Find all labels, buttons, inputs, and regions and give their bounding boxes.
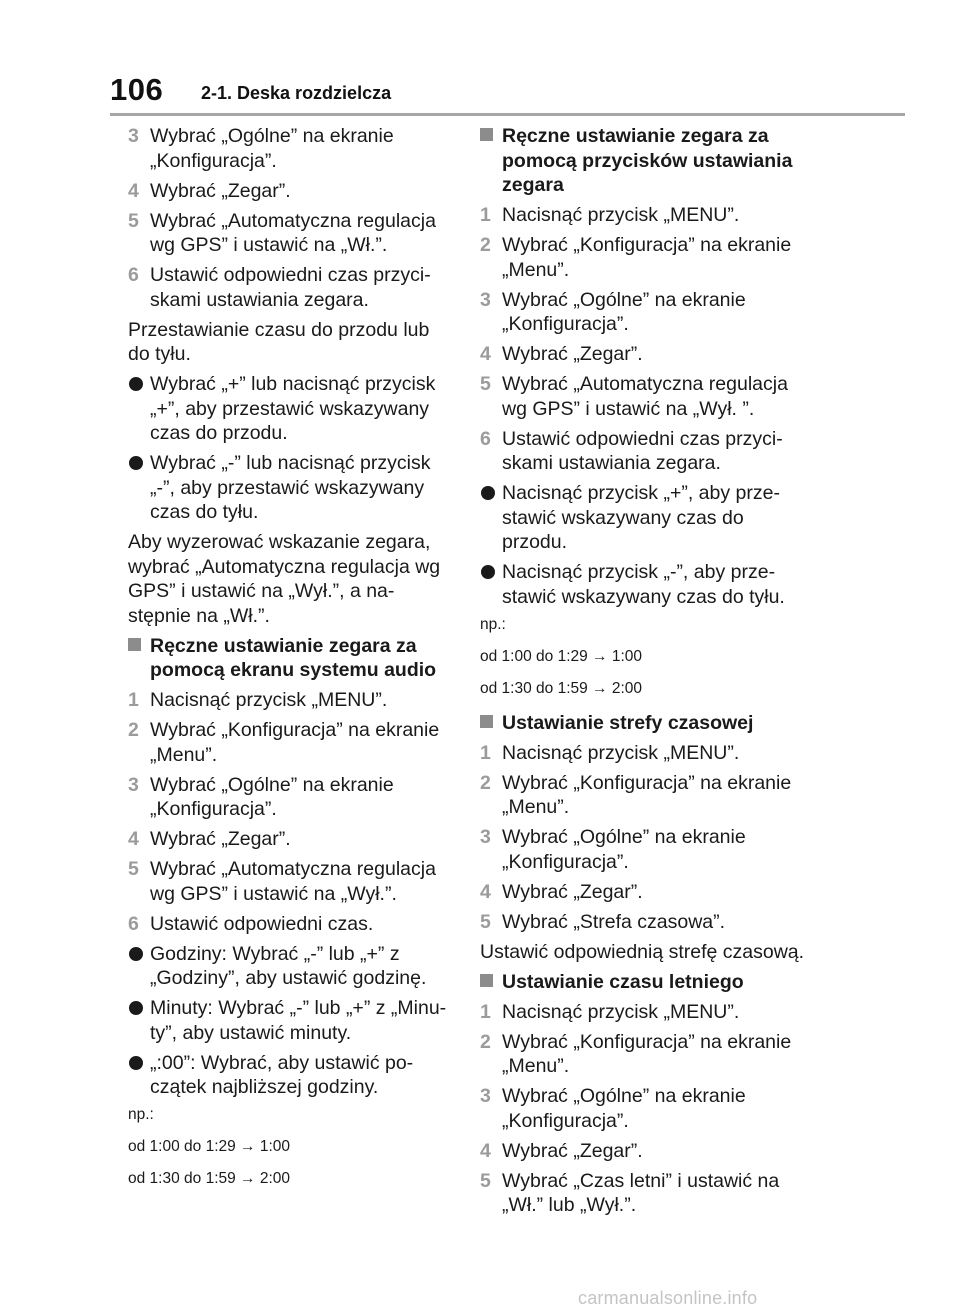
example-line: od 1:00 do 1:29 → 1:00 bbox=[128, 1138, 291, 1155]
step-text: Wybrać „Zegar”. bbox=[502, 880, 643, 903]
step-text: Ustawić odpowiedni czas przyci-skami ustawiania zegara. bbox=[502, 427, 783, 474]
bullet-text: Minuty: Wybrać „-” lub „+” z „Minu-ty”, aby ustawić minuty. bbox=[150, 997, 447, 1044]
example-line: np.: bbox=[480, 615, 506, 633]
step-number: 4 bbox=[480, 880, 491, 903]
step-item bbox=[480, 771, 810, 820]
step-item bbox=[128, 857, 454, 906]
step-number: 3 bbox=[480, 826, 491, 848]
step-text: Wybrać „Zegar”. bbox=[150, 179, 291, 202]
step-item bbox=[480, 1000, 810, 1025]
right-column bbox=[480, 124, 810, 1223]
bullet-text: Nacisnąć przycisk „+”, aby prze-stawić wskazywany czas do przodu. bbox=[502, 482, 780, 553]
step-text: Wybrać „Zegar”. bbox=[502, 1139, 643, 1162]
step-item bbox=[480, 233, 810, 282]
step-number: 5 bbox=[128, 209, 139, 232]
step-number: 6 bbox=[480, 427, 491, 450]
bullet-item bbox=[128, 942, 454, 991]
heading-text: Ręczne ustawianie zegara za pomocą ekranu systemu audio bbox=[150, 634, 437, 681]
step-number: 6 bbox=[128, 912, 139, 935]
example-line: od 1:30 do 1:59 → 2:00 bbox=[480, 679, 643, 697]
step-item bbox=[128, 124, 454, 173]
step-text: Wybrać „Ogólne” na ekranie „Konfiguracja”. bbox=[150, 773, 394, 820]
subsection-heading bbox=[480, 124, 810, 198]
step-number: 3 bbox=[128, 125, 139, 147]
heading-square-icon bbox=[480, 974, 493, 987]
step-text: Nacisnąć przycisk „MENU”. bbox=[150, 689, 388, 711]
bullet-dot-icon bbox=[129, 1056, 143, 1070]
step-number: 6 bbox=[128, 264, 139, 286]
paragraph: Aby wyzerować wskazanie zegara, wybrać „Automatyczna regulacja wg GPS” i ustawić na „Wył.”, a na-stępnie na „Wł.”. bbox=[128, 531, 441, 627]
example-line: np.: bbox=[128, 1106, 154, 1123]
step-text: Wybrać „Konfiguracja” na ekranie „Menu”. bbox=[502, 771, 792, 818]
step-number: 1 bbox=[128, 689, 139, 711]
bullet-text: „:00”: Wybrać, aby ustawić po-czątek najbliższej godziny. bbox=[150, 1051, 414, 1098]
step-text: Wybrać „Zegar”. bbox=[150, 828, 291, 850]
step-item bbox=[480, 372, 810, 421]
page-header bbox=[0, 0, 960, 116]
bullet-text: Nacisnąć przycisk „-”, aby prze-stawić wskazywany czas do tyłu. bbox=[502, 561, 785, 608]
step-number: 2 bbox=[480, 234, 491, 256]
step-item bbox=[480, 741, 810, 766]
step-item bbox=[480, 1084, 810, 1133]
step-text: Wybrać „Ogólne” na ekranie „Konfiguracja”. bbox=[502, 288, 746, 335]
bullet-dot-icon bbox=[129, 947, 143, 961]
bullet-item bbox=[128, 451, 454, 525]
step-item bbox=[480, 825, 810, 874]
step-number: 5 bbox=[480, 910, 491, 933]
step-number: 3 bbox=[480, 288, 491, 311]
subsection-heading bbox=[480, 970, 810, 995]
step-text: Wybrać „Ogólne” na ekranie „Konfiguracja”. bbox=[502, 826, 746, 873]
step-text: Wybrać „Automatyczna regulacja wg GPS” i ustawić na „Wył.”. bbox=[150, 858, 436, 905]
bullet-item bbox=[128, 996, 454, 1045]
bullet-text: Wybrać „+” lub nacisnąć przycisk „+”, aby przestawić wskazywany czas do przodu. bbox=[150, 373, 436, 444]
step-item bbox=[480, 1030, 810, 1079]
bullet-text: Godziny: Wybrać „-” lub „+” z „Godziny”, aby ustawić godzinę. bbox=[150, 942, 427, 989]
step-item bbox=[480, 203, 810, 228]
bullet-dot-icon bbox=[129, 377, 143, 391]
step-number: 2 bbox=[480, 771, 491, 794]
left-column bbox=[128, 124, 454, 1201]
step-text: Wybrać „Czas letni” i ustawić na „Wł.” lub „Wył.”. bbox=[502, 1169, 780, 1216]
step-item bbox=[480, 880, 810, 905]
bullet-dot-icon bbox=[129, 456, 143, 470]
example-line: od 1:30 do 1:59 → 2:00 bbox=[128, 1170, 291, 1187]
step-number: 1 bbox=[480, 1000, 491, 1023]
step-number: 1 bbox=[480, 204, 491, 226]
paragraph: Ustawić odpowiednią strefę czasową. bbox=[480, 940, 805, 963]
step-number: 3 bbox=[480, 1085, 491, 1107]
subsection-heading bbox=[128, 634, 454, 683]
example-line: od 1:00 do 1:29 → 1:00 bbox=[480, 647, 643, 665]
step-number: 3 bbox=[128, 773, 139, 796]
step-number: 1 bbox=[480, 741, 491, 764]
step-text: Nacisnąć przycisk „MENU”. bbox=[502, 1000, 740, 1023]
step-item bbox=[128, 773, 454, 822]
step-text: Wybrać „Konfiguracja” na ekranie „Menu”. bbox=[150, 719, 440, 766]
step-item bbox=[128, 179, 454, 204]
page-number: 106 bbox=[110, 72, 164, 107]
step-number: 5 bbox=[480, 1169, 491, 1192]
step-number: 4 bbox=[128, 179, 139, 202]
heading-text: Ustawianie czasu letniego bbox=[502, 970, 744, 993]
bullet-item bbox=[128, 372, 454, 446]
step-text: Ustawić odpowiedni czas. bbox=[150, 912, 374, 935]
bullet-dot-icon bbox=[129, 1001, 143, 1015]
bullet-dot-icon bbox=[481, 486, 495, 500]
step-text: Wybrać „Strefa czasowa”. bbox=[502, 910, 726, 933]
step-text: Wybrać „Ogólne” na ekranie „Konfiguracja”. bbox=[502, 1085, 746, 1132]
step-item bbox=[128, 827, 454, 852]
section-title: 2-1. Deska rozdzielcza bbox=[201, 83, 392, 103]
bullet-item bbox=[128, 1051, 454, 1100]
heading-square-icon bbox=[480, 715, 493, 728]
heading-text: Ręczne ustawianie zegara za pomocą przycisków ustawiania zegara bbox=[502, 125, 793, 196]
step-text: Nacisnąć przycisk „MENU”. bbox=[502, 204, 740, 226]
subsection-heading bbox=[480, 711, 810, 736]
step-item bbox=[480, 342, 810, 367]
step-item bbox=[128, 912, 454, 937]
bullet-item bbox=[480, 560, 810, 609]
step-item bbox=[128, 718, 454, 767]
paragraph: Przestawianie czasu do przodu lub do tyłu. bbox=[128, 318, 430, 365]
heading-square-icon bbox=[480, 128, 493, 141]
step-text: Ustawić odpowiedni czas przyci-skami ustawiania zegara. bbox=[150, 264, 431, 311]
step-item bbox=[128, 263, 454, 312]
step-number: 5 bbox=[128, 858, 139, 880]
watermark: carmanualsonline.info bbox=[578, 1288, 758, 1308]
bullet-text: Wybrać „-” lub nacisnąć przycisk „-”, aby przestawić wskazywany czas do tyłu. bbox=[150, 452, 431, 523]
step-item bbox=[480, 1169, 810, 1218]
step-number: 2 bbox=[128, 719, 139, 741]
heading-text: Ustawianie strefy czasowej bbox=[502, 711, 754, 734]
step-text: Wybrać „Zegar”. bbox=[502, 343, 643, 365]
step-number: 2 bbox=[480, 1030, 491, 1053]
step-item bbox=[480, 427, 810, 476]
bullet-dot-icon bbox=[481, 565, 495, 579]
step-text: Nacisnąć przycisk „MENU”. bbox=[502, 741, 740, 764]
step-number: 4 bbox=[480, 343, 491, 365]
step-item bbox=[480, 1139, 810, 1164]
bullet-item bbox=[480, 481, 810, 555]
step-item bbox=[480, 910, 810, 935]
step-item bbox=[128, 688, 454, 713]
step-item bbox=[128, 209, 454, 258]
step-text: Wybrać „Automatyczna regulacja wg GPS” i ustawić na „Wył. ”. bbox=[502, 373, 788, 420]
step-text: Wybrać „Konfiguracja” na ekranie „Menu”. bbox=[502, 234, 792, 281]
step-text: Wybrać „Ogólne” na ekranie „Konfiguracja”. bbox=[150, 125, 394, 172]
step-number: 4 bbox=[480, 1139, 491, 1162]
step-number: 4 bbox=[128, 828, 139, 850]
step-item bbox=[480, 288, 810, 337]
step-number: 5 bbox=[480, 373, 491, 395]
heading-square-icon bbox=[128, 638, 141, 651]
header-rule bbox=[110, 113, 905, 116]
step-text: Wybrać „Konfiguracja” na ekranie „Menu”. bbox=[502, 1030, 792, 1077]
step-text: Wybrać „Automatyczna regulacja wg GPS” i ustawić na „Wł.”. bbox=[150, 209, 436, 256]
